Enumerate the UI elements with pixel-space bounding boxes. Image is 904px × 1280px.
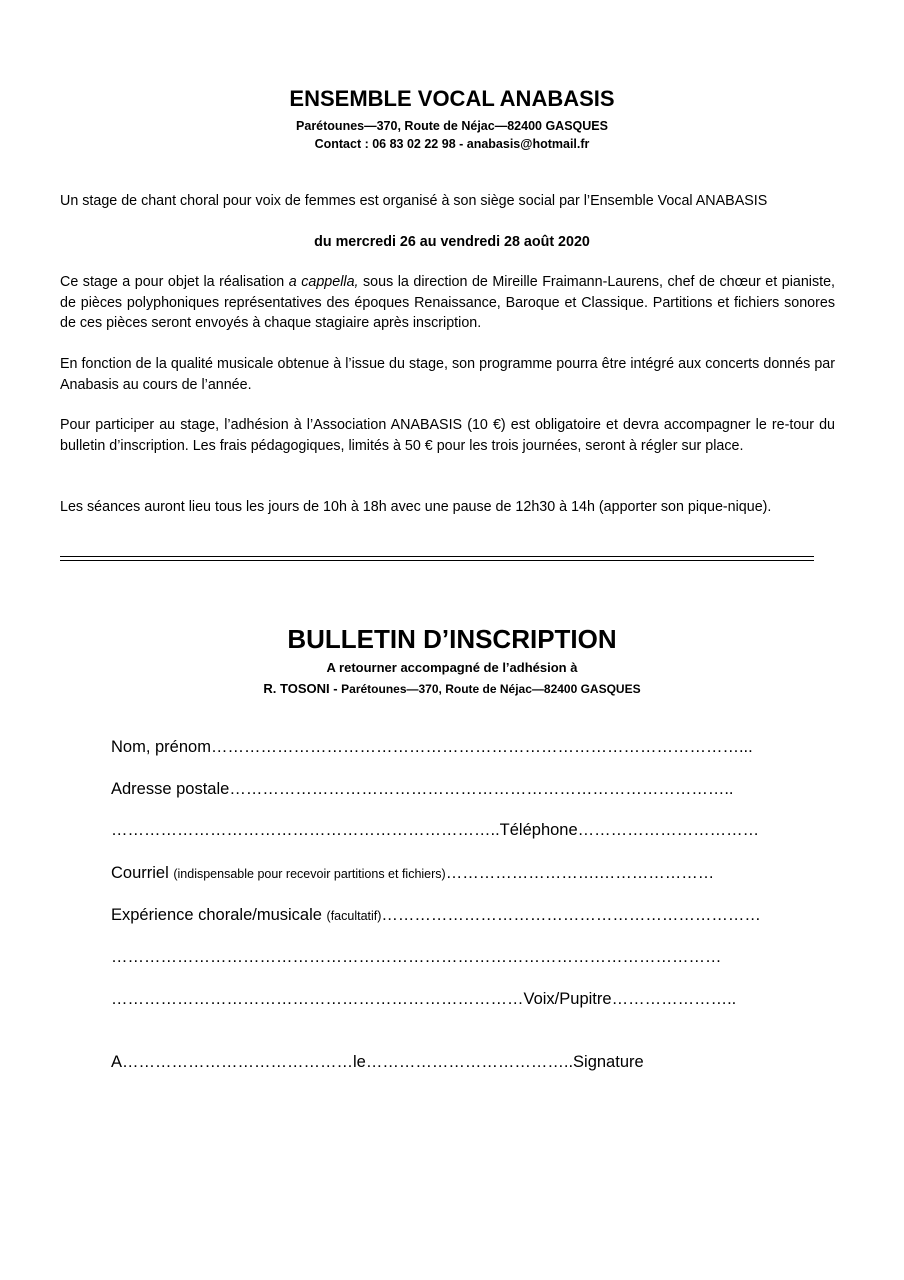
bulletin-title: BULLETIN D’INSCRIPTION xyxy=(287,624,617,654)
return-address: Parétounes—370, Route de Néjac—82400 GASQUES xyxy=(341,682,641,696)
section-divider xyxy=(60,556,814,561)
blank-dots: ………………………………………………………………………………………………… xyxy=(111,948,722,966)
form-field-name[interactable] xyxy=(111,738,791,757)
program-italic-term: a cappella, xyxy=(288,274,359,290)
schedule-paragraph: Les séances auront lieu tous les jours de 10h à 18h avec une pause de 12h30 à 14h (apporter son pique-nique). xyxy=(60,499,772,515)
form-field-signature[interactable] xyxy=(111,1053,791,1072)
bulletin-return-address xyxy=(0,681,904,696)
experience-dots: …………………………………………………………… xyxy=(381,906,761,924)
signature-label: Signature xyxy=(573,1053,644,1071)
date-dots: ……………………………….. xyxy=(365,1053,574,1071)
form-field-address[interactable] xyxy=(111,780,791,799)
form-field-voice[interactable] xyxy=(111,990,791,1009)
address-label: Adresse postale xyxy=(111,780,230,798)
organization-address: Parétounes—370, Route de Néjac—82400 GASQUES xyxy=(296,119,608,133)
organization-contact: Contact : 06 83 02 22 98 - anabasis@hotmail.fr xyxy=(314,137,590,151)
return-name: R. TOSONI - xyxy=(263,681,342,696)
form-field-experience[interactable] xyxy=(111,906,791,925)
email-dots: ……………………….………………… xyxy=(445,864,715,882)
name-label: Nom, prénom xyxy=(111,738,211,756)
form-field-address-phone[interactable] xyxy=(111,821,791,840)
phone-label: Téléphone xyxy=(499,821,578,839)
intro-paragraph: Un stage de chant choral pour voix de femmes est organisé à son siège social par l’Ensemble Vocal ANABASIS xyxy=(60,193,768,209)
experience-note: (facultatif) xyxy=(326,909,382,923)
voice-dots: ………………….. xyxy=(611,990,737,1008)
date-label: le xyxy=(353,1053,366,1071)
voice-label: Voix/Pupitre xyxy=(523,990,612,1008)
voice-leading-dots: ………………………………………………………………… xyxy=(111,990,524,1008)
email-label: Courriel xyxy=(111,864,174,882)
name-dots: ……………………………………………………………………………………... xyxy=(210,738,753,756)
program-text-end: sous la direction de Mireille Fraimann-Laurens, chef de chœur et pianiste, de pièces polyphoniques représentatives des époques Renaissance, Baroque et Classique. Partitions et fichiers sonores de ces pièces seront envoyés à chaque stagiaire après inscription. xyxy=(60,274,835,331)
phone-dots: …………………………… xyxy=(577,821,760,839)
place-dots: …………………………………… xyxy=(122,1053,354,1071)
organization-title: ENSEMBLE VOCAL ANABASIS xyxy=(289,86,615,111)
email-note: (indispensable pour recevoir partitions et fichiers) xyxy=(173,867,446,881)
address-dots: ……………………………………………………………………………….. xyxy=(229,780,734,798)
form-field-email[interactable] xyxy=(111,864,791,883)
place-label: A xyxy=(111,1053,123,1071)
program-text-start: Ce stage a pour objet la réalisation xyxy=(60,274,289,290)
form-field-experience-continued[interactable] xyxy=(111,948,791,967)
program-paragraph xyxy=(60,272,835,334)
address-continuation-dots: …………………………………………………………….. xyxy=(111,821,500,839)
fees-paragraph: Pour participer au stage, l’adhésion à l’Association ANABASIS (10 €) est obligatoire et devra accompagner le re-tour du bulletin d’inscription. Les frais pédagogiques, limités à 50 € pour les trois journées, seront à régler sur place. xyxy=(60,417,835,454)
dates-line: du mercredi 26 au vendredi 28 août 2020 xyxy=(314,234,590,250)
experience-label: Expérience chorale/musicale xyxy=(111,906,327,924)
bulletin-subtitle: A retourner accompagné de l’adhésion à xyxy=(326,660,578,675)
concert-paragraph: En fonction de la qualité musicale obtenue à l’issue du stage, son programme pourra être intégré aux concerts donnés par Anabasis au cours de l’année. xyxy=(60,356,835,393)
